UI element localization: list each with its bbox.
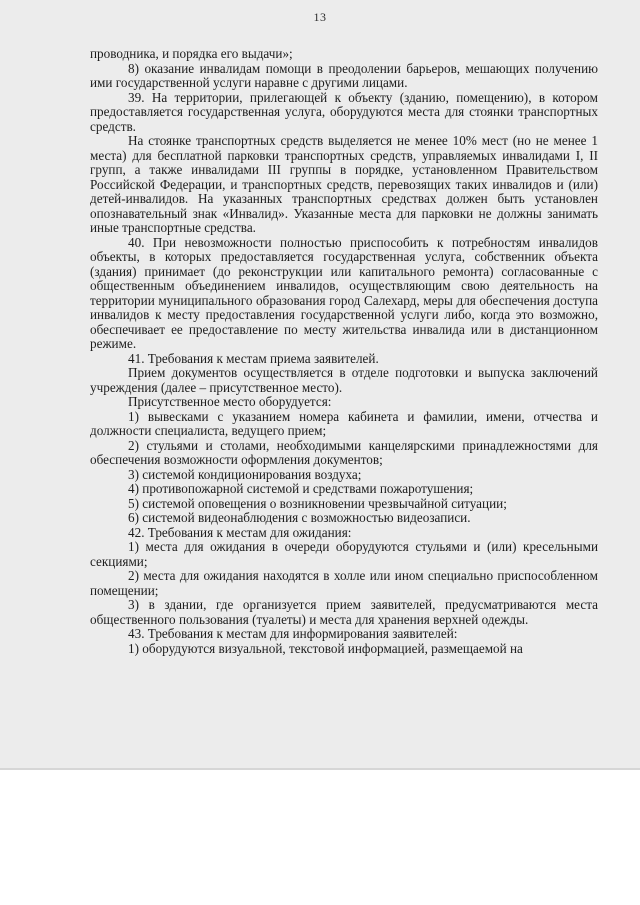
list-item-furniture: 2) стульями и столами, необходимыми канцелярскими принадлежностями для обеспечения возможности оформления документов; — [90, 437, 598, 467]
paragraph-item-8: 8) оказание инвалидам помощи в преодолении барьеров, мешающих получению ими государственной услуги наравне с другими лицами. — [90, 60, 598, 90]
paragraph-clause-40: 40. При невозможности полностью приспособить к потребностям инвалидов объекты, в которых предоставляется государственная услуга, собственник объекта (здания) принимает (до реконструкции или капитального ремонта) согласованные с общественным объединением инвалидов, осуществляющим свою деятельность на территории муниципального образования город Салехард, меры для обеспечения доступа инвалидов к месту предоставления государственной услуги либо, когда это возможно, обеспечивает ее предоставление по месту жительства инвалида или в дистанционном режиме. — [90, 234, 598, 351]
list-item-emergency-alert: 5) системой оповещения о возникновении чрезвычайной ситуации; — [128, 495, 507, 511]
document-body — [90, 47, 598, 656]
paragraph-clause-41: 41. Требования к местам приема заявителей. — [128, 350, 379, 366]
scan-bottom-edge — [0, 768, 640, 770]
page-number: 13 — [313, 10, 327, 24]
list-item-fire-safety: 4) противопожарной системой и средствами пожаротушения; — [128, 481, 474, 496]
paragraph-equipment-intro: Присутственное место оборудуется: — [128, 394, 332, 409]
list-item-waiting-hall: 2) места для ожидания находятся в холле или ином специально приспособленном помещении; — [90, 568, 598, 598]
paragraph-parking-rules: На стоянке транспортных средств выделяется не менее 10% мест (но не менее 1 места) для бесплатной парковки транспортных средств, управляемых инвалидами I, II групп, а также инвалидами III группы в порядке, установленном Правительством Российской Федерации, и транспортных средств, перевозящих таких инвалидов и (или) детей-инвалидов. На указанных транспортных средствах должен быть установлен опознавательный знак «Инвалид». Указанные места для парковки не должны занимать иные транспортные средства. — [90, 133, 598, 235]
list-item-public-facilities: 3) в здании, где организуется прием заявителей, предусматриваются места общественного пользования (туалеты) и места для хранения верхней одежды. — [90, 597, 598, 627]
paragraph-clause-39: 39. На территории, прилегающей к объекту (зданию, помещению), в котором предоставляется государственная услуга, оборудуются места для стоянки транспортных средств. — [90, 89, 598, 134]
list-item-air-conditioning: 3) системой кондиционирования воздуха; — [128, 466, 362, 482]
paragraph-continuation: проводника, и порядка его выдачи»; — [90, 46, 293, 61]
list-item-video-surveillance: 6) системой видеонаблюдения с возможностью видеозаписи. — [128, 510, 471, 525]
list-item-signs: 1) вывесками с указанием номера кабинета и фамилии, имени, отчества и должности специалиста, ведущего прием; — [90, 408, 598, 438]
list-item-waiting-seats: 1) места для ожидания в очереди оборудуются стульями и (или) кресельными секциями; — [90, 539, 598, 569]
paragraph-clause-43: 43. Требования к местам для информирования заявителей: — [128, 626, 458, 641]
paragraph-reception-place: Прием документов осуществляется в отделе подготовки и выпуска заключений учреждения (далее – присутственное место). — [90, 365, 598, 395]
paragraph-clause-42: 42. Требования к местам для ожидания: — [128, 524, 352, 540]
list-item-visual-information: 1) оборудуются визуальной, текстовой информацией, размещаемой на — [128, 640, 523, 656]
